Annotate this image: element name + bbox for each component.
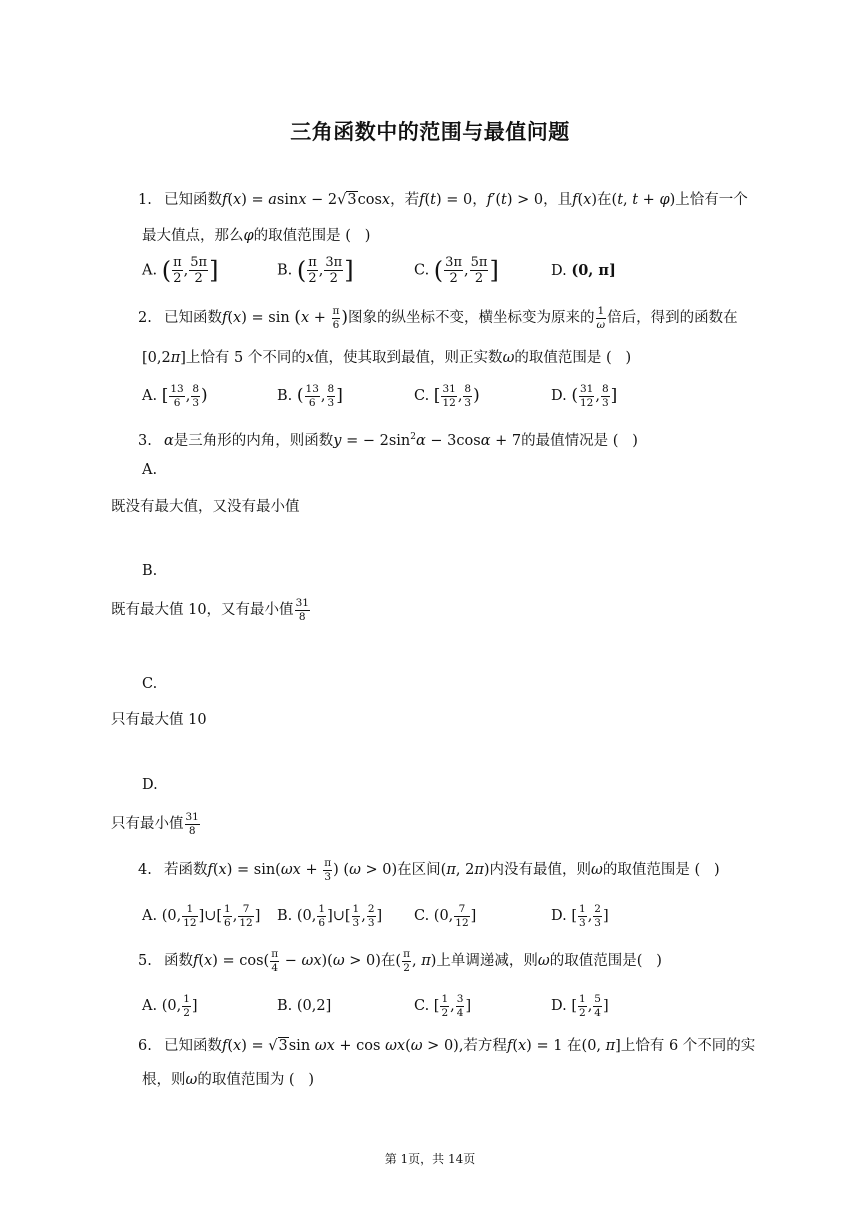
question-number: 5. [138,953,152,969]
question-1-line-2: 最大值点，那么φ的取值范围是 ( ) [142,228,371,244]
question-number: 4. [138,862,152,878]
page-footer: 第 1页，共 14页 [384,1152,476,1166]
question-6-line-2: 根，则ω的取值范围为 ( ) [142,1072,315,1088]
math-expression: f(x) = cos( $\frac{\pi}{4}$ − ωx)(ω > 0) [193,948,381,974]
q1-option-c: C. ( $\frac{3\pi}{2}$ , $\frac{5\pi}{2}$ ] [414,255,499,286]
q1-option-d: D. (0, π] [551,262,616,279]
q2-option-a: A. [ $\frac{13}{6}$ , $\frac{8}{3}$ ) [142,383,208,409]
question-number: 2. [138,310,152,326]
q3-option-b-label: B. [142,563,158,579]
q5-option-a: A. (0, $\frac{1}{2}$ ] [142,993,198,1019]
q3-option-b-text: 既有最大值 10，又有最小值 $\frac{31}{8}$ [111,597,309,623]
q5-option-b: B. (0,2] [277,998,332,1014]
q5-option-d: D. [ $\frac{1}{2}$ , $\frac{5}{4}$ ] [551,993,609,1019]
math-expression: f(x) = asinx − 2√3cosx [222,192,391,208]
q4-option-b: B. (0, $\frac{1}{6}$ ]∪[ $\frac{1}{3}$ , $\frac{2}{3}$ ] [277,903,383,929]
q4-option-a: A. (0, $\frac{1}{12}$ ]∪[ $\frac{1}{6}$ , $\frac{7}{12}$ ] [142,903,261,929]
q3-option-a-label: A. [142,462,158,478]
q3-option-c-text: 只有最大值 10 [111,712,207,728]
q2-option-b: B. ( $\frac{13}{6}$ , $\frac{8}{3}$ ] [277,383,343,409]
question-number: 6. [138,1038,152,1054]
math-expression: y = − $2\sin^2\alpha - 3\cos\alpha + 7$ [333,432,522,449]
q3-option-d-text: 只有最小值 $\frac{31}{8}$ [111,811,199,837]
q3-option-d-label: D. [142,777,158,793]
math-expression: f(x) = sin(ωx + $\frac{\pi}{3}$ ) (ω > 0) [207,857,398,883]
q3-option-c-label: C. [142,676,158,692]
q4-option-d: D. [ $\frac{1}{3}$ , $\frac{2}{3}$ ] [551,903,609,929]
question-2-line-2: [0,2π]上恰有 5 个不同的x值，使其取到最值，则正实数ω的取值范围是 ( ) [142,350,632,366]
question-3-line-1: 3. α是三角形的内角，则函数y = − $2\sin^2\alpha - 3\cos\alpha + 7$的最值情况是 ( ) [138,432,638,449]
math-expression: f(x) = √3sin ωx + cos ωx(ω > 0) [222,1038,459,1054]
math-expression: f(x) = sin (x + $\frac{\pi}{6}$ ) [222,305,349,331]
question-number: 1. [138,192,152,208]
q3-option-a-text: 既没有最大值，又没有最小值 [111,499,300,515]
q2-option-d: D. ( $\frac{31}{12}$ , $\frac{8}{3}$ ] [551,383,618,409]
q4-option-c: C. (0, $\frac{7}{12}$ ] [414,903,477,929]
question-number: 3. [138,432,152,449]
question-4-line-1: 4. 若函数f(x) = sin(ωx + $\frac{\pi}{3}$ ) (ω > 0)在区间(π, 2π)内没有最值，则ω的取值范围是 ( ) [138,857,720,883]
q1-option-b: B. ( $\frac{\pi}{2}$ , $\frac{3\pi}{2}$ ] [277,255,354,286]
q2-option-c: C. [ $\frac{31}{12}$ , $\frac{8}{3}$ ) [414,383,480,409]
q5-option-c: C. [ $\frac{1}{2}$ , $\frac{3}{4}$ ] [414,993,472,1019]
question-6-line-1: 6. 已知函数f(x) = √3sin ωx + cos ωx(ω > 0),若方程f(x) = 1 在(0, π]上恰有 6 个不同的实 [138,1038,756,1054]
page-title: 三角函数中的范围与最值问题 [290,120,570,144]
q1-option-a: A. ( $\frac{\pi}{2}$ , $\frac{5\pi}{2}$ ] [142,255,219,286]
question-1-line-1: 1. 已知函数f(x) = asinx − 2√3cosx，若f(t) = 0，f′(t) > 0，且f(x)在(t, t + φ)上恰有一个 [138,192,748,208]
question-5-line-1: 5. 函数f(x) = cos( $\frac{\pi}{4}$ − ωx)(ω > 0)在( $\frac{\pi}{2}$ , π)上单调递减，则ω的取值范围是( ) [138,948,662,974]
question-2-line-1: 2. 已知函数f(x) = sin (x + $\frac{\pi}{6}$ )图象的纵坐标不变，横坐标变为原来的 $\frac{1}{\omega}$ 倍后，得到的函数在 [138,305,738,331]
